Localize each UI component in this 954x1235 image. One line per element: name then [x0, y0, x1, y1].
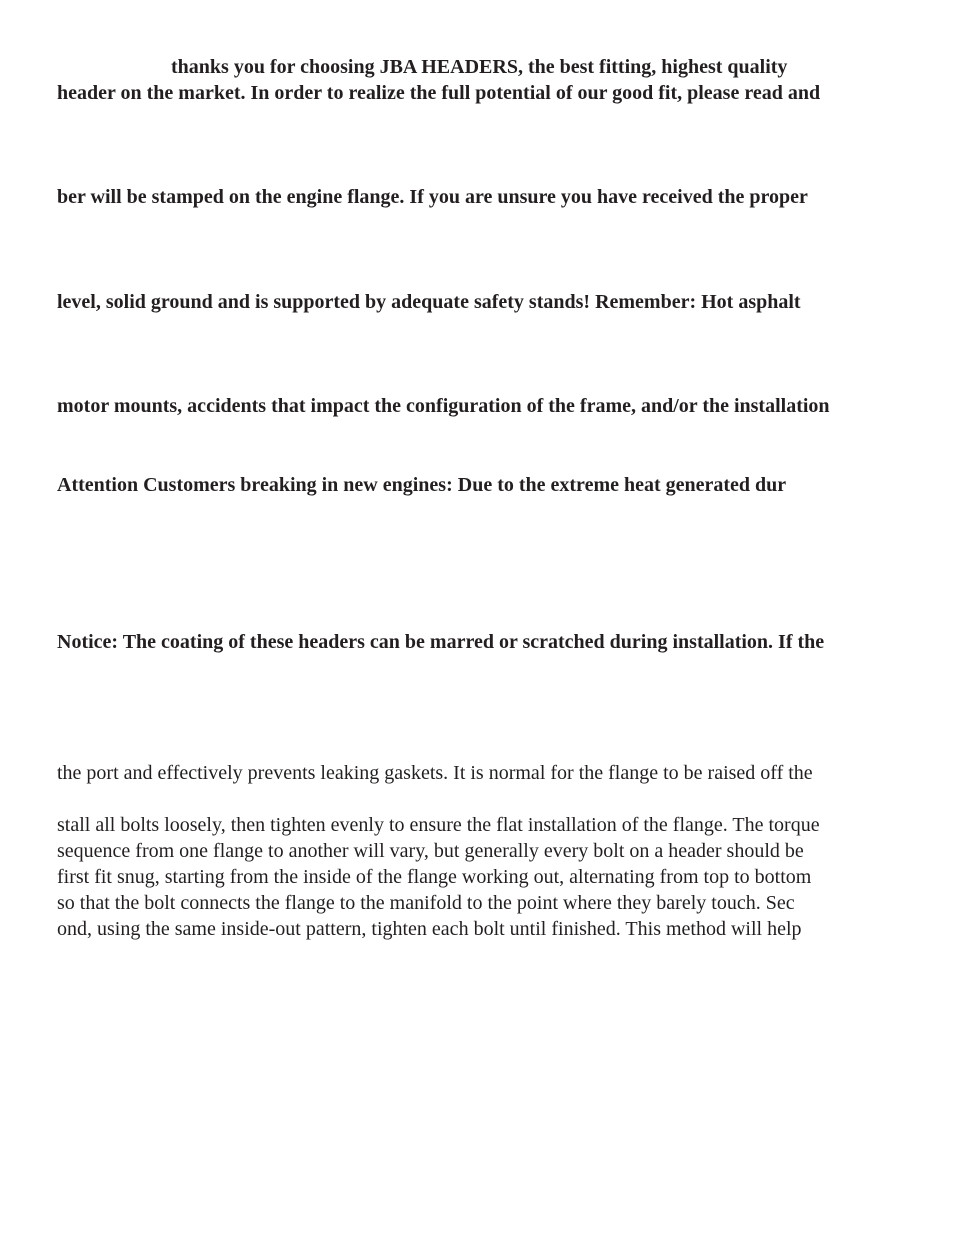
torque-line-4: so that the bolt connects the flange to the manifold to the point where they barely touch. Sec [57, 892, 795, 914]
torque-line-3: first fit snug, starting from the inside of the flange working out, alternating from top to bottom [57, 866, 812, 888]
intro-line-2: header on the market. In order to realize the full potential of our good fit, please read and [57, 82, 821, 104]
port-gasket-line: the port and effectively prevents leaking gaskets. It is normal for the flange to be raised off the [57, 762, 813, 784]
intro-line-1: thanks you for choosing JBA HEADERS, the best fitting, highest quality [171, 56, 788, 78]
torque-line-2: sequence from one flange to another will vary, but generally every bolt on a header should be [57, 840, 804, 862]
attention-line: Attention Customers breaking in new engines: Due to the extreme heat generated dur [57, 474, 787, 496]
safety-stands-line: level, solid ground and is supported by adequate safety stands! Remember: Hot asphalt [57, 291, 801, 313]
torque-line-1: stall all bolts loosely, then tighten evenly to ensure the flat installation of the flange. The torque [57, 814, 820, 836]
torque-line-5: ond, using the same inside-out pattern, tighten each bolt until finished. This method will help [57, 918, 802, 940]
motor-mounts-line: motor mounts, accidents that impact the configuration of the frame, and/or the installation [57, 395, 830, 417]
flange-stamp-line: ber will be stamped on the engine flange. If you are unsure you have received the proper [57, 186, 808, 208]
notice-line: Notice: The coating of these headers can be marred or scratched during installation. If the [57, 631, 825, 653]
